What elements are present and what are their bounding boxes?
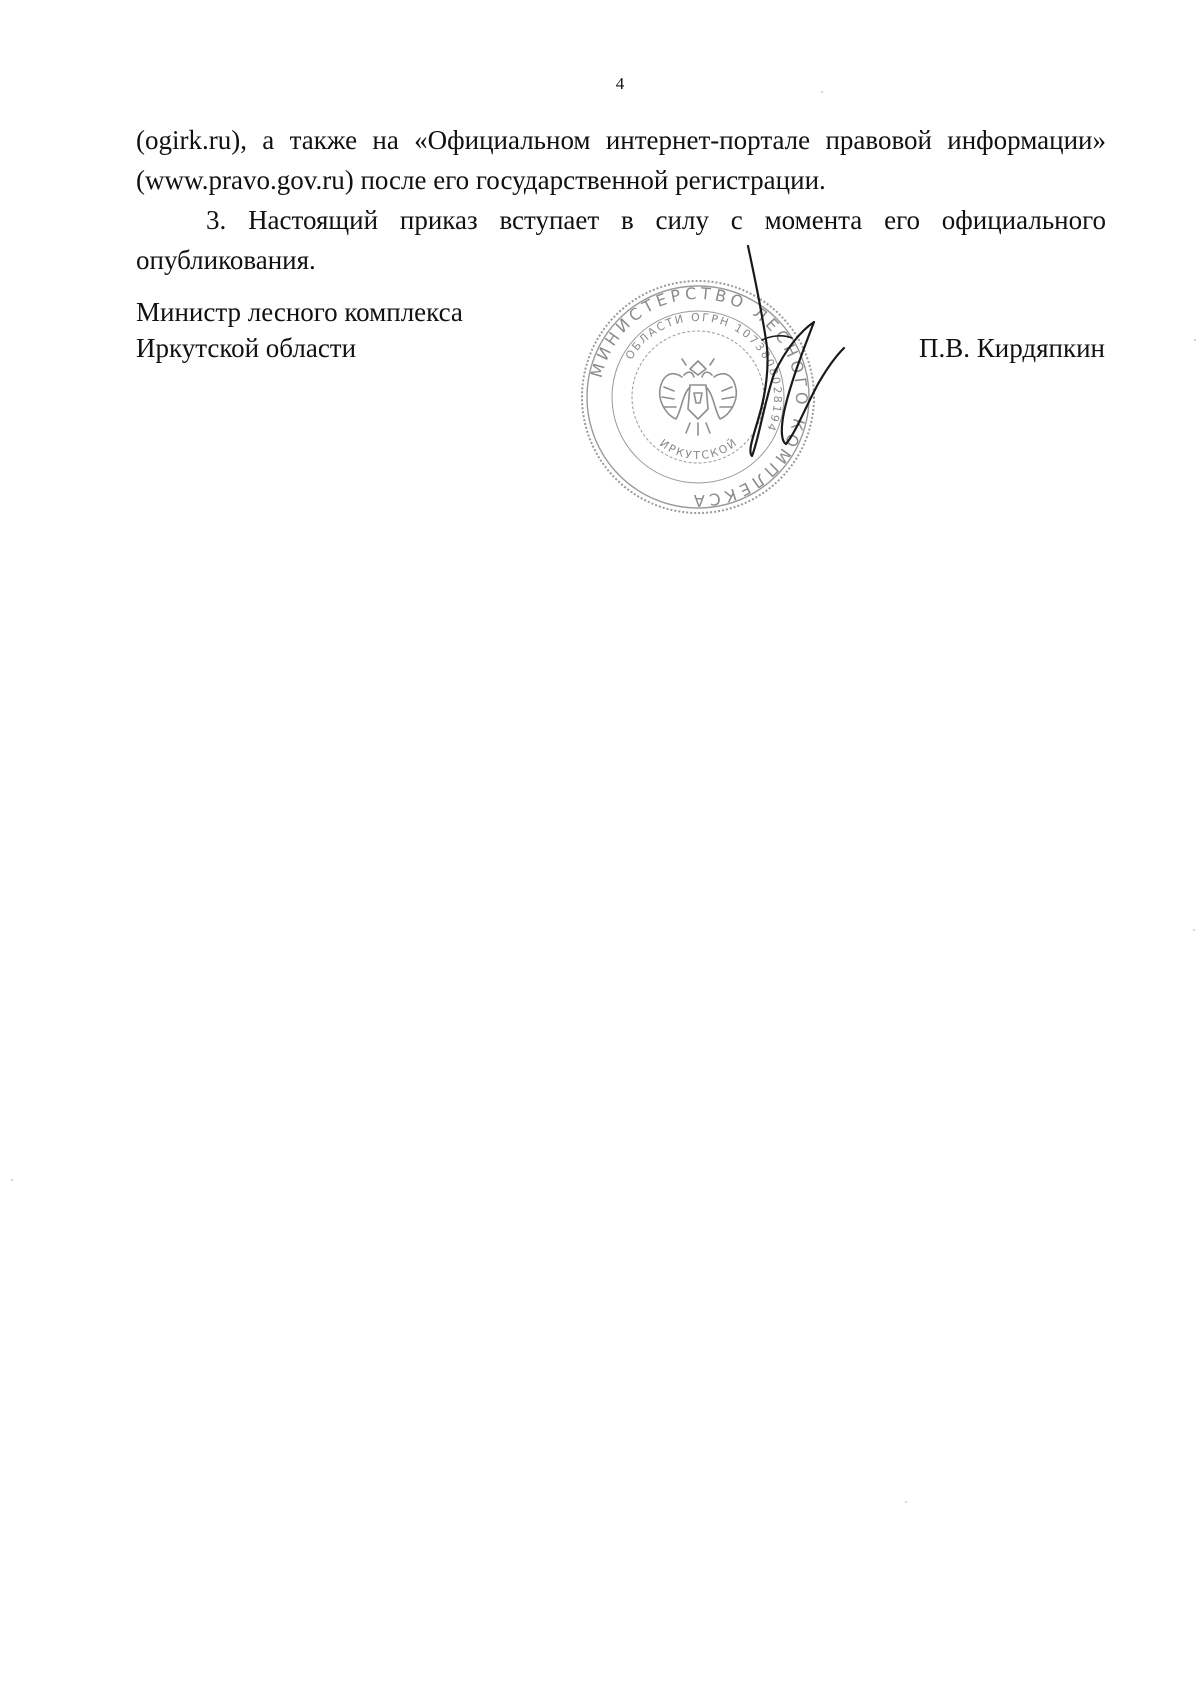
signatory-name: П.В. Кирдяпкин [919, 333, 1105, 363]
paragraph-continuation: (ogirk.ru), а также на «Официальном интернет-портале правовой информации» (www.pravo.gov.ru) после его государственной регистрации. [136, 125, 1106, 195]
coat-of-arms-emblem [660, 359, 737, 435]
stamp-bottom-text: ИРКУТСКОЙ [657, 435, 741, 463]
handwritten-signature [740, 244, 850, 464]
signatory-position-line-1: Министр лесного комплекса [136, 297, 463, 327]
signatory-position [136, 294, 463, 366]
svg-text:ИРКУТСКОЙ [657, 435, 740, 462]
document-body [136, 120, 1106, 280]
stamp-outer-text: МИНИСТЕРСТВО ЛЕСНОГО КОМПЛЕКСА [586, 283, 812, 511]
signatory-position-line-2: Иркутской области [136, 333, 357, 363]
stamp-inner-text: ОБЛАСТИ ОГРН 1073808028194 [622, 310, 785, 435]
page-number: 4 [615, 74, 625, 93]
paragraph-3: 3. Настоящий приказ вступает в силу с момента его официального опубликования. [136, 205, 1106, 275]
